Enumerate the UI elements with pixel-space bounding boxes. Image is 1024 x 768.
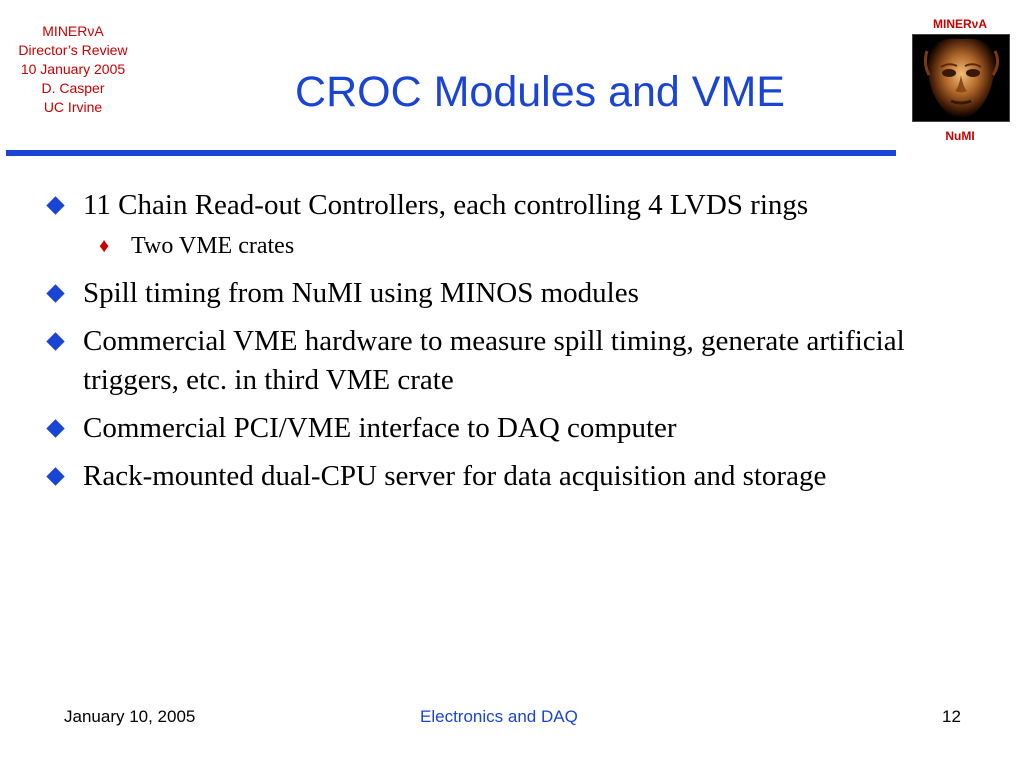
bullet-item: [0, 322, 963, 400]
logo-top-label: MINERνA: [932, 17, 987, 31]
sub-bullet-text: Two VME crates: [131, 233, 295, 259]
presentation-info: [0, 22, 146, 117]
bullet-item: [0, 409, 963, 448]
diamond-bullet-icon: [46, 196, 64, 214]
small-diamond-icon: ♦: [99, 235, 110, 257]
slide-number: 12: [942, 707, 961, 726]
header-line-event: Director’s Review: [18, 42, 128, 58]
header-line-project: MINERνA: [42, 23, 104, 39]
diamond-bullet-icon: [46, 332, 64, 350]
bullet-text: Commercial PCI/VME interface to DAQ computer: [83, 412, 677, 444]
title-divider: [6, 150, 896, 156]
slide-title: CROC Modules and VME: [295, 68, 785, 116]
bullet-item: [0, 274, 963, 313]
diamond-bullet-icon: [46, 467, 64, 485]
diamond-bullet-icon: [46, 419, 64, 437]
diamond-bullet-icon: [46, 284, 64, 302]
header-line-presenter: D. Casper: [41, 80, 105, 96]
bullet-text: 11 Chain Read-out Controllers, each controlling 4 LVDS rings: [83, 189, 809, 221]
bullet-item: [0, 457, 963, 496]
footer-topic: Electronics and DAQ: [420, 707, 578, 726]
bullet-text: Commercial VME hardware to measure spill timing, generate artificial triggers, etc. in third VME crate: [83, 325, 905, 396]
header-line-institution: UC Irvine: [43, 99, 103, 115]
bullet-text: Spill timing from NuMI using MINOS modules: [83, 277, 639, 309]
bullet-text: Rack-mounted dual-CPU server for data acquisition and storage: [83, 460, 827, 492]
header-line-date: 10 January 2005: [20, 61, 126, 77]
face-sculpture-icon: [912, 34, 1010, 122]
bullet-item: [0, 186, 963, 225]
bullet-list: [0, 186, 1024, 505]
footer-date: January 10, 2005: [64, 707, 196, 726]
logo-bottom-label: NuMI: [945, 129, 975, 143]
sub-bullet-item: [0, 230, 1024, 262]
